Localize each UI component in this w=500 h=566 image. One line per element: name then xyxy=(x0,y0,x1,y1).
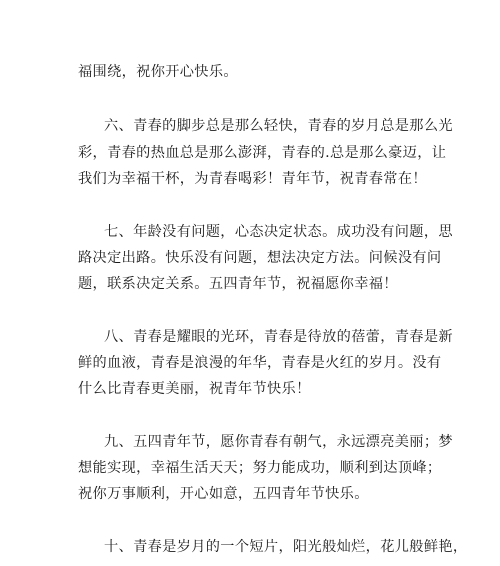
paragraph-9-line-3: 祝你万事顺利，开心如意，五四青年节快乐。 xyxy=(78,486,369,502)
paragraph-7-line-2: 路决定出路。快乐没有问题，想法决定方法。问候没有问 xyxy=(78,250,442,266)
paragraph-9-line-1: 九、五四青年节，愿你青春有朝气，永远漂亮美丽；梦 xyxy=(104,434,453,450)
paragraph-6-line-2: 彩，青春的热血总是那么澎湃，青春的.总是那么豪迈，让 xyxy=(78,145,447,161)
paragraph-8-line-2: 鲜的血液，青春是浪漫的年华，青春是火红的岁月。没有 xyxy=(78,355,442,371)
paragraph-8-line-1: 八、青春是耀眼的光环，青春是待放的蓓蕾，青春是新 xyxy=(104,329,453,345)
paragraph-10-line-1: 十、青春是岁月的一个短片，阳光般灿烂，花儿般鲜艳， xyxy=(104,539,468,555)
paragraph-9-line-2: 想能实现，幸福生活天天；努力能成功，顺利到达顶峰； xyxy=(78,460,442,476)
paragraph-5-line-end: 福围绕，祝你开心快乐。 xyxy=(78,64,238,80)
paragraph-6-line-1: 六、青春的脚步总是那么轻快，青春的岁月总是那么光 xyxy=(104,118,453,134)
paragraph-7-line-1: 七、年龄没有问题，心态决定状态。成功没有问题，思 xyxy=(104,224,453,240)
paragraph-7-line-3: 题，联系决定关系。五四青年节，祝福愿你幸福！ xyxy=(78,276,398,292)
paragraph-8-line-3: 什么比青春更美丽，祝青年节快乐！ xyxy=(78,381,311,397)
paragraph-6-line-3: 我们为幸福干杯，为青春喝彩！青年节，祝青春常在！ xyxy=(78,171,427,187)
